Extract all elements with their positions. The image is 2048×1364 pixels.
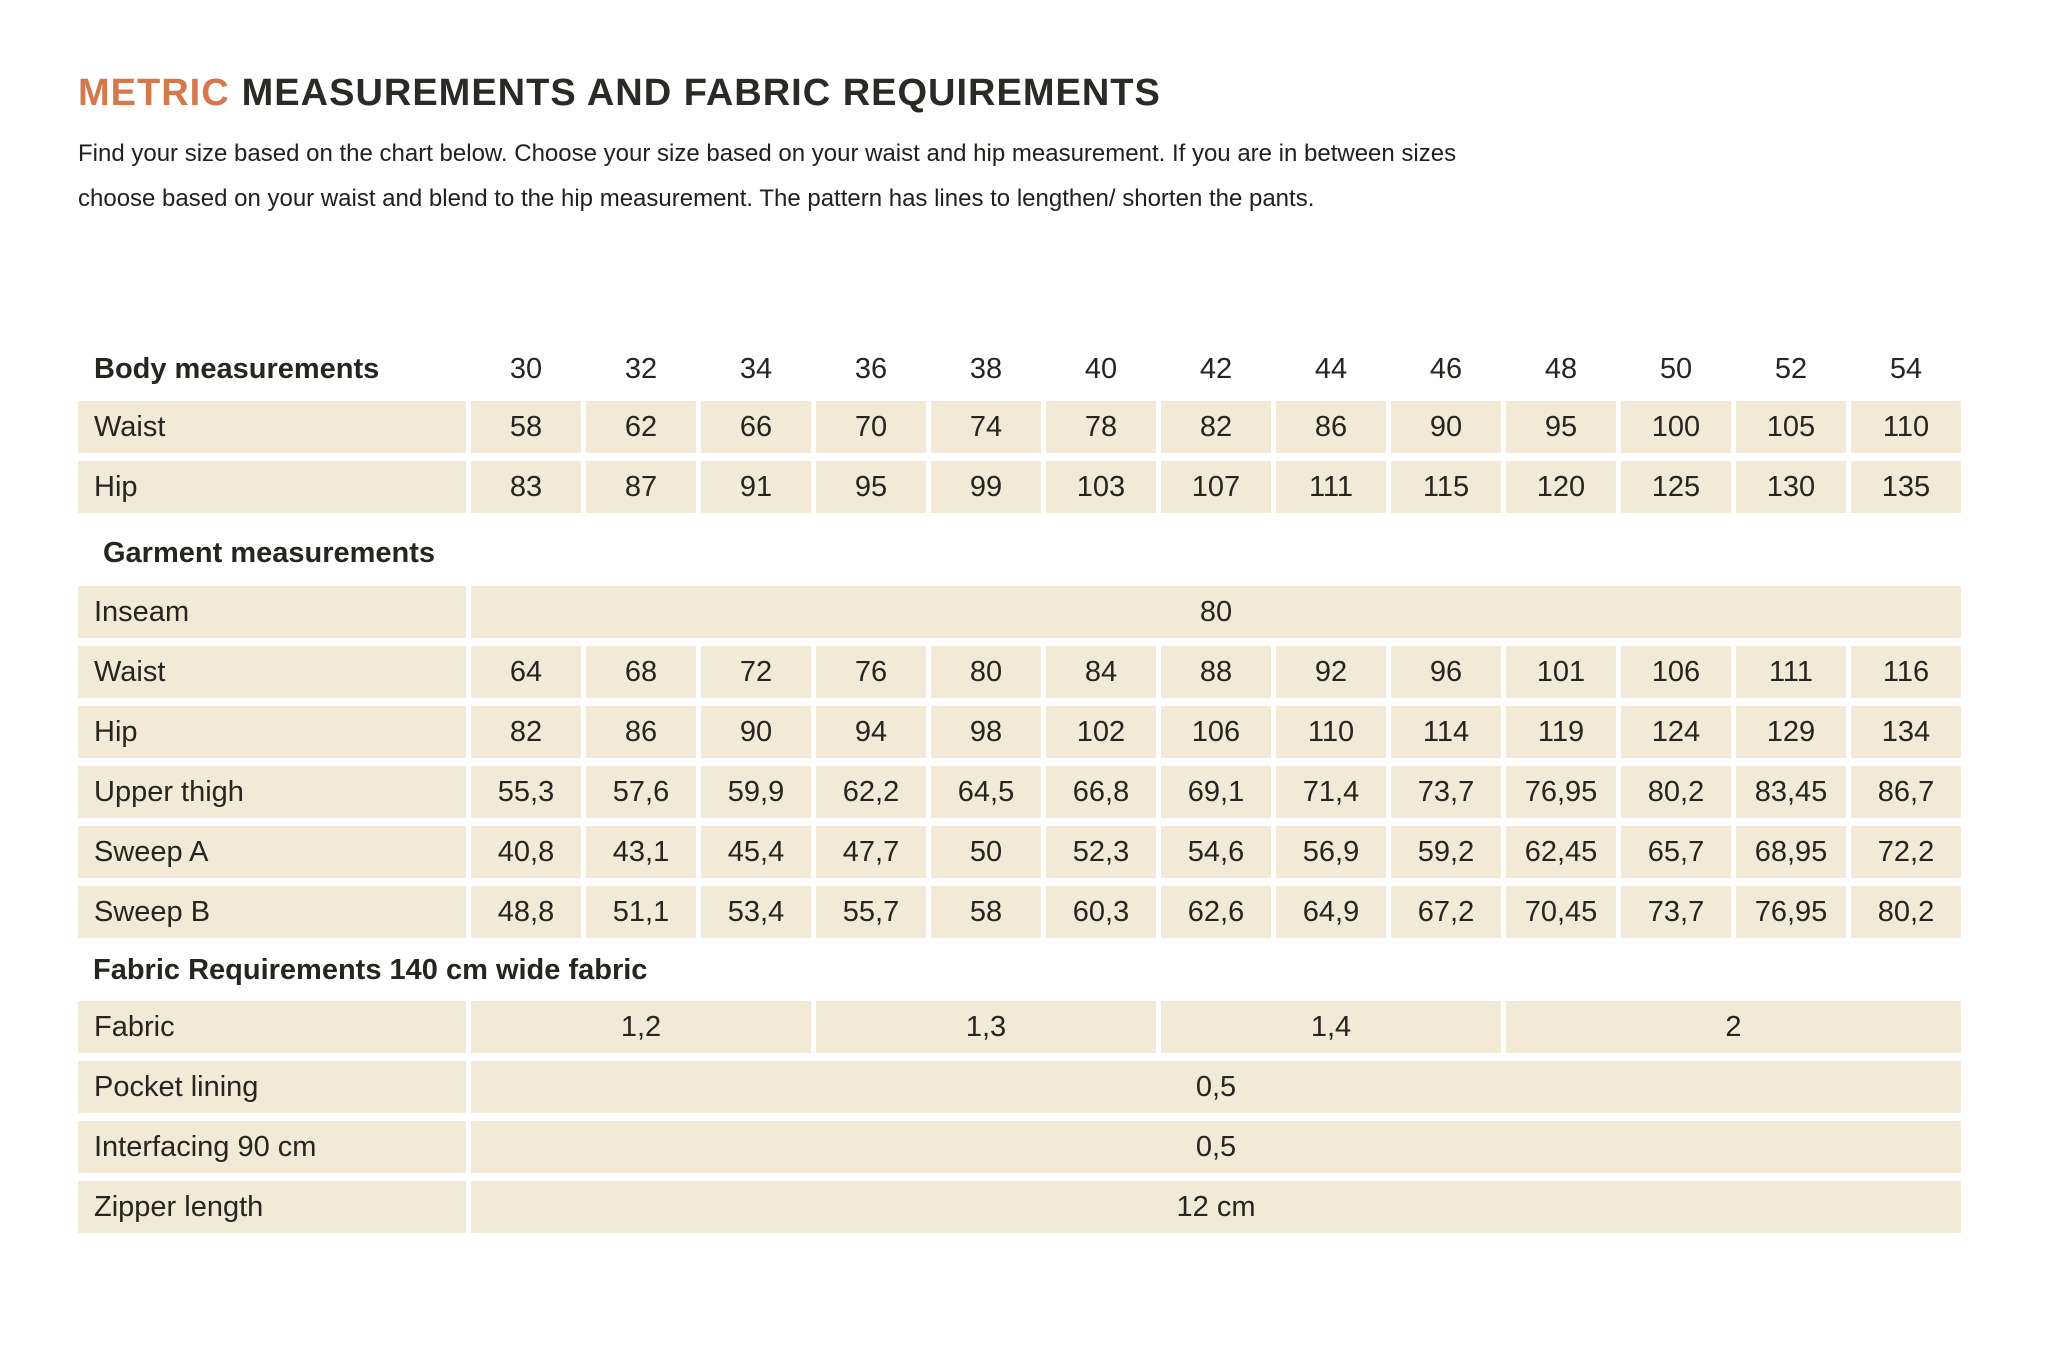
value-cell: 73,7	[1621, 886, 1731, 938]
row-label: Hip	[78, 461, 466, 513]
size-column-header: 38	[969, 352, 1003, 385]
value-cell: 76,95	[1506, 766, 1616, 818]
value-cell: 116	[1851, 646, 1961, 698]
value-cell: 96	[1391, 646, 1501, 698]
value-cell: 90	[1391, 401, 1501, 453]
table-row-fabric	[78, 1001, 1964, 1053]
value-cell: 68	[586, 646, 696, 698]
value-cell: 57,6	[586, 766, 696, 818]
value-cell: 50	[931, 826, 1041, 878]
value-cell: 86	[1276, 401, 1386, 453]
value-cell: 65,7	[1621, 826, 1731, 878]
size-column-header: 30	[509, 352, 543, 385]
value-cell: 100	[1621, 401, 1731, 453]
value-cell: 80,2	[1851, 886, 1961, 938]
value-cell: 74	[931, 401, 1041, 453]
size-column-header: 50	[1659, 352, 1693, 385]
value-cell: 72	[701, 646, 811, 698]
value-cell: 53,4	[701, 886, 811, 938]
table-row-pocket-lining	[78, 1061, 1964, 1113]
value-cell: 76,95	[1736, 886, 1846, 938]
table-row-upper-thigh	[78, 766, 1964, 818]
value-cell: 129	[1736, 706, 1846, 758]
garment-measurements-heading: Garment measurements	[103, 537, 436, 569]
table-row-inseam	[78, 586, 1964, 638]
size-header-row	[78, 347, 1964, 391]
value-cell: 51,1	[586, 886, 696, 938]
intro-line-1: Find your size based on the chart below. Choose your size based on your waist and hip measurement. If you are in between sizes	[78, 140, 1457, 167]
value-cell: 47,7	[816, 826, 926, 878]
table-row-body-waist	[78, 401, 1964, 453]
value-cell: 59,9	[701, 766, 811, 818]
table-row-body-hip	[78, 461, 1964, 513]
value-cell: 80	[931, 646, 1041, 698]
value-cell: 66	[701, 401, 811, 453]
value-cell: 55,7	[816, 886, 926, 938]
table-row-interfacing	[78, 1121, 1964, 1173]
value-cell: 105	[1736, 401, 1846, 453]
size-column-header: 48	[1544, 352, 1578, 385]
value-cell: 86,7	[1851, 766, 1961, 818]
value-cell: 48,8	[471, 886, 581, 938]
value-cell: 114	[1391, 706, 1501, 758]
value-cell: 62,2	[816, 766, 926, 818]
size-column-header: 52	[1774, 352, 1808, 385]
value-cell: 43,1	[586, 826, 696, 878]
value-cell: 58	[931, 886, 1041, 938]
size-table	[78, 347, 1964, 1233]
value-cell: 62,45	[1506, 826, 1616, 878]
value-cell: 55,3	[471, 766, 581, 818]
value-cell: 71,4	[1276, 766, 1386, 818]
value-cell: 56,9	[1276, 826, 1386, 878]
fabric-amount-cell: 1,4	[1161, 1001, 1501, 1053]
page-title	[78, 72, 1964, 115]
size-column-header: 54	[1889, 352, 1923, 385]
size-column-header: 34	[739, 352, 773, 385]
value-cell: 58	[471, 401, 581, 453]
row-label: Waist	[78, 401, 466, 453]
value-cell-full: 12 cm	[471, 1181, 1961, 1233]
value-cell: 103	[1046, 461, 1156, 513]
value-cell: 95	[1506, 401, 1616, 453]
row-label: Inseam	[78, 586, 466, 638]
table-row-sweep-a	[78, 826, 1964, 878]
value-cell: 52,3	[1046, 826, 1156, 878]
value-cell: 88	[1161, 646, 1271, 698]
size-column-header: 42	[1199, 352, 1233, 385]
value-cell: 86	[586, 706, 696, 758]
value-cell: 76	[816, 646, 926, 698]
value-cell: 135	[1851, 461, 1961, 513]
value-cell: 124	[1621, 706, 1731, 758]
value-cell: 68,95	[1736, 826, 1846, 878]
value-cell: 64,9	[1276, 886, 1386, 938]
value-cell: 66,8	[1046, 766, 1156, 818]
size-column-header: 32	[624, 352, 658, 385]
value-cell: 70,45	[1506, 886, 1616, 938]
value-cell: 70	[816, 401, 926, 453]
value-cell: 119	[1506, 706, 1616, 758]
value-cell: 92	[1276, 646, 1386, 698]
value-cell: 90	[701, 706, 811, 758]
value-cell: 60,3	[1046, 886, 1156, 938]
value-cell: 110	[1276, 706, 1386, 758]
intro-paragraph	[78, 131, 1964, 221]
value-cell: 111	[1736, 646, 1846, 698]
fabric-requirements-heading: Fabric Requirements 140 cm wide fabric	[93, 954, 648, 986]
body-measurements-heading: Body measurements	[94, 352, 380, 385]
page-title-rest: MEASUREMENTS AND FABRIC REQUIREMENTS	[241, 72, 1161, 114]
value-cell: 80,2	[1621, 766, 1731, 818]
table-row-zipper-length	[78, 1181, 1964, 1233]
value-cell: 102	[1046, 706, 1156, 758]
value-cell: 64	[471, 646, 581, 698]
row-label: Zipper length	[78, 1181, 466, 1233]
fabric-amount-cell: 2	[1506, 1001, 1961, 1053]
value-cell: 106	[1161, 706, 1271, 758]
value-cell: 125	[1621, 461, 1731, 513]
fabric-amount-cell: 1,2	[471, 1001, 811, 1053]
value-cell: 83	[471, 461, 581, 513]
row-label: Fabric	[78, 1001, 466, 1053]
value-cell: 73,7	[1391, 766, 1501, 818]
value-cell: 94	[816, 706, 926, 758]
value-cell: 95	[816, 461, 926, 513]
value-cell: 67,2	[1391, 886, 1501, 938]
value-cell: 106	[1621, 646, 1731, 698]
size-column-header: 36	[854, 352, 888, 385]
table-row-sweep-b	[78, 886, 1964, 938]
row-label: Sweep B	[78, 886, 466, 938]
row-label: Pocket lining	[78, 1061, 466, 1113]
row-label: Waist	[78, 646, 466, 698]
table-row-garment-hip	[78, 706, 1964, 758]
value-cell: 101	[1506, 646, 1616, 698]
size-column-header: 44	[1314, 352, 1348, 385]
value-cell: 40,8	[471, 826, 581, 878]
value-cell: 64,5	[931, 766, 1041, 818]
value-cell: 62,6	[1161, 886, 1271, 938]
size-column-header: 46	[1429, 352, 1463, 385]
value-cell: 111	[1276, 461, 1386, 513]
value-cell: 115	[1391, 461, 1501, 513]
value-cell-full: 0,5	[471, 1121, 1961, 1173]
fabric-amount-cell: 1,3	[816, 1001, 1156, 1053]
row-label: Upper thigh	[78, 766, 466, 818]
value-cell: 82	[1161, 401, 1271, 453]
row-label: Interfacing 90 cm	[78, 1121, 466, 1173]
value-cell: 130	[1736, 461, 1846, 513]
value-cell: 120	[1506, 461, 1616, 513]
value-cell: 99	[931, 461, 1041, 513]
intro-line-2: choose based on your waist and blend to the hip measurement. The pattern has lines to lengthen/ shorten the pants.	[78, 185, 1315, 212]
value-cell: 110	[1851, 401, 1961, 453]
value-cell: 107	[1161, 461, 1271, 513]
value-cell: 45,4	[701, 826, 811, 878]
size-column-header: 40	[1084, 352, 1118, 385]
value-cell: 84	[1046, 646, 1156, 698]
value-cell: 83,45	[1736, 766, 1846, 818]
value-cell: 87	[586, 461, 696, 513]
value-cell: 98	[931, 706, 1041, 758]
row-label: Sweep A	[78, 826, 466, 878]
value-cell: 59,2	[1391, 826, 1501, 878]
value-cell: 72,2	[1851, 826, 1961, 878]
table-row-garment-waist	[78, 646, 1964, 698]
value-cell: 82	[471, 706, 581, 758]
page-title-accent: METRIC	[78, 72, 230, 114]
value-cell: 54,6	[1161, 826, 1271, 878]
value-cell: 134	[1851, 706, 1961, 758]
value-cell: 69,1	[1161, 766, 1271, 818]
value-cell: 62	[586, 401, 696, 453]
value-cell: 78	[1046, 401, 1156, 453]
value-cell-full: 0,5	[471, 1061, 1961, 1113]
row-label: Hip	[78, 706, 466, 758]
value-cell-full: 80	[471, 586, 1961, 638]
value-cell: 91	[701, 461, 811, 513]
